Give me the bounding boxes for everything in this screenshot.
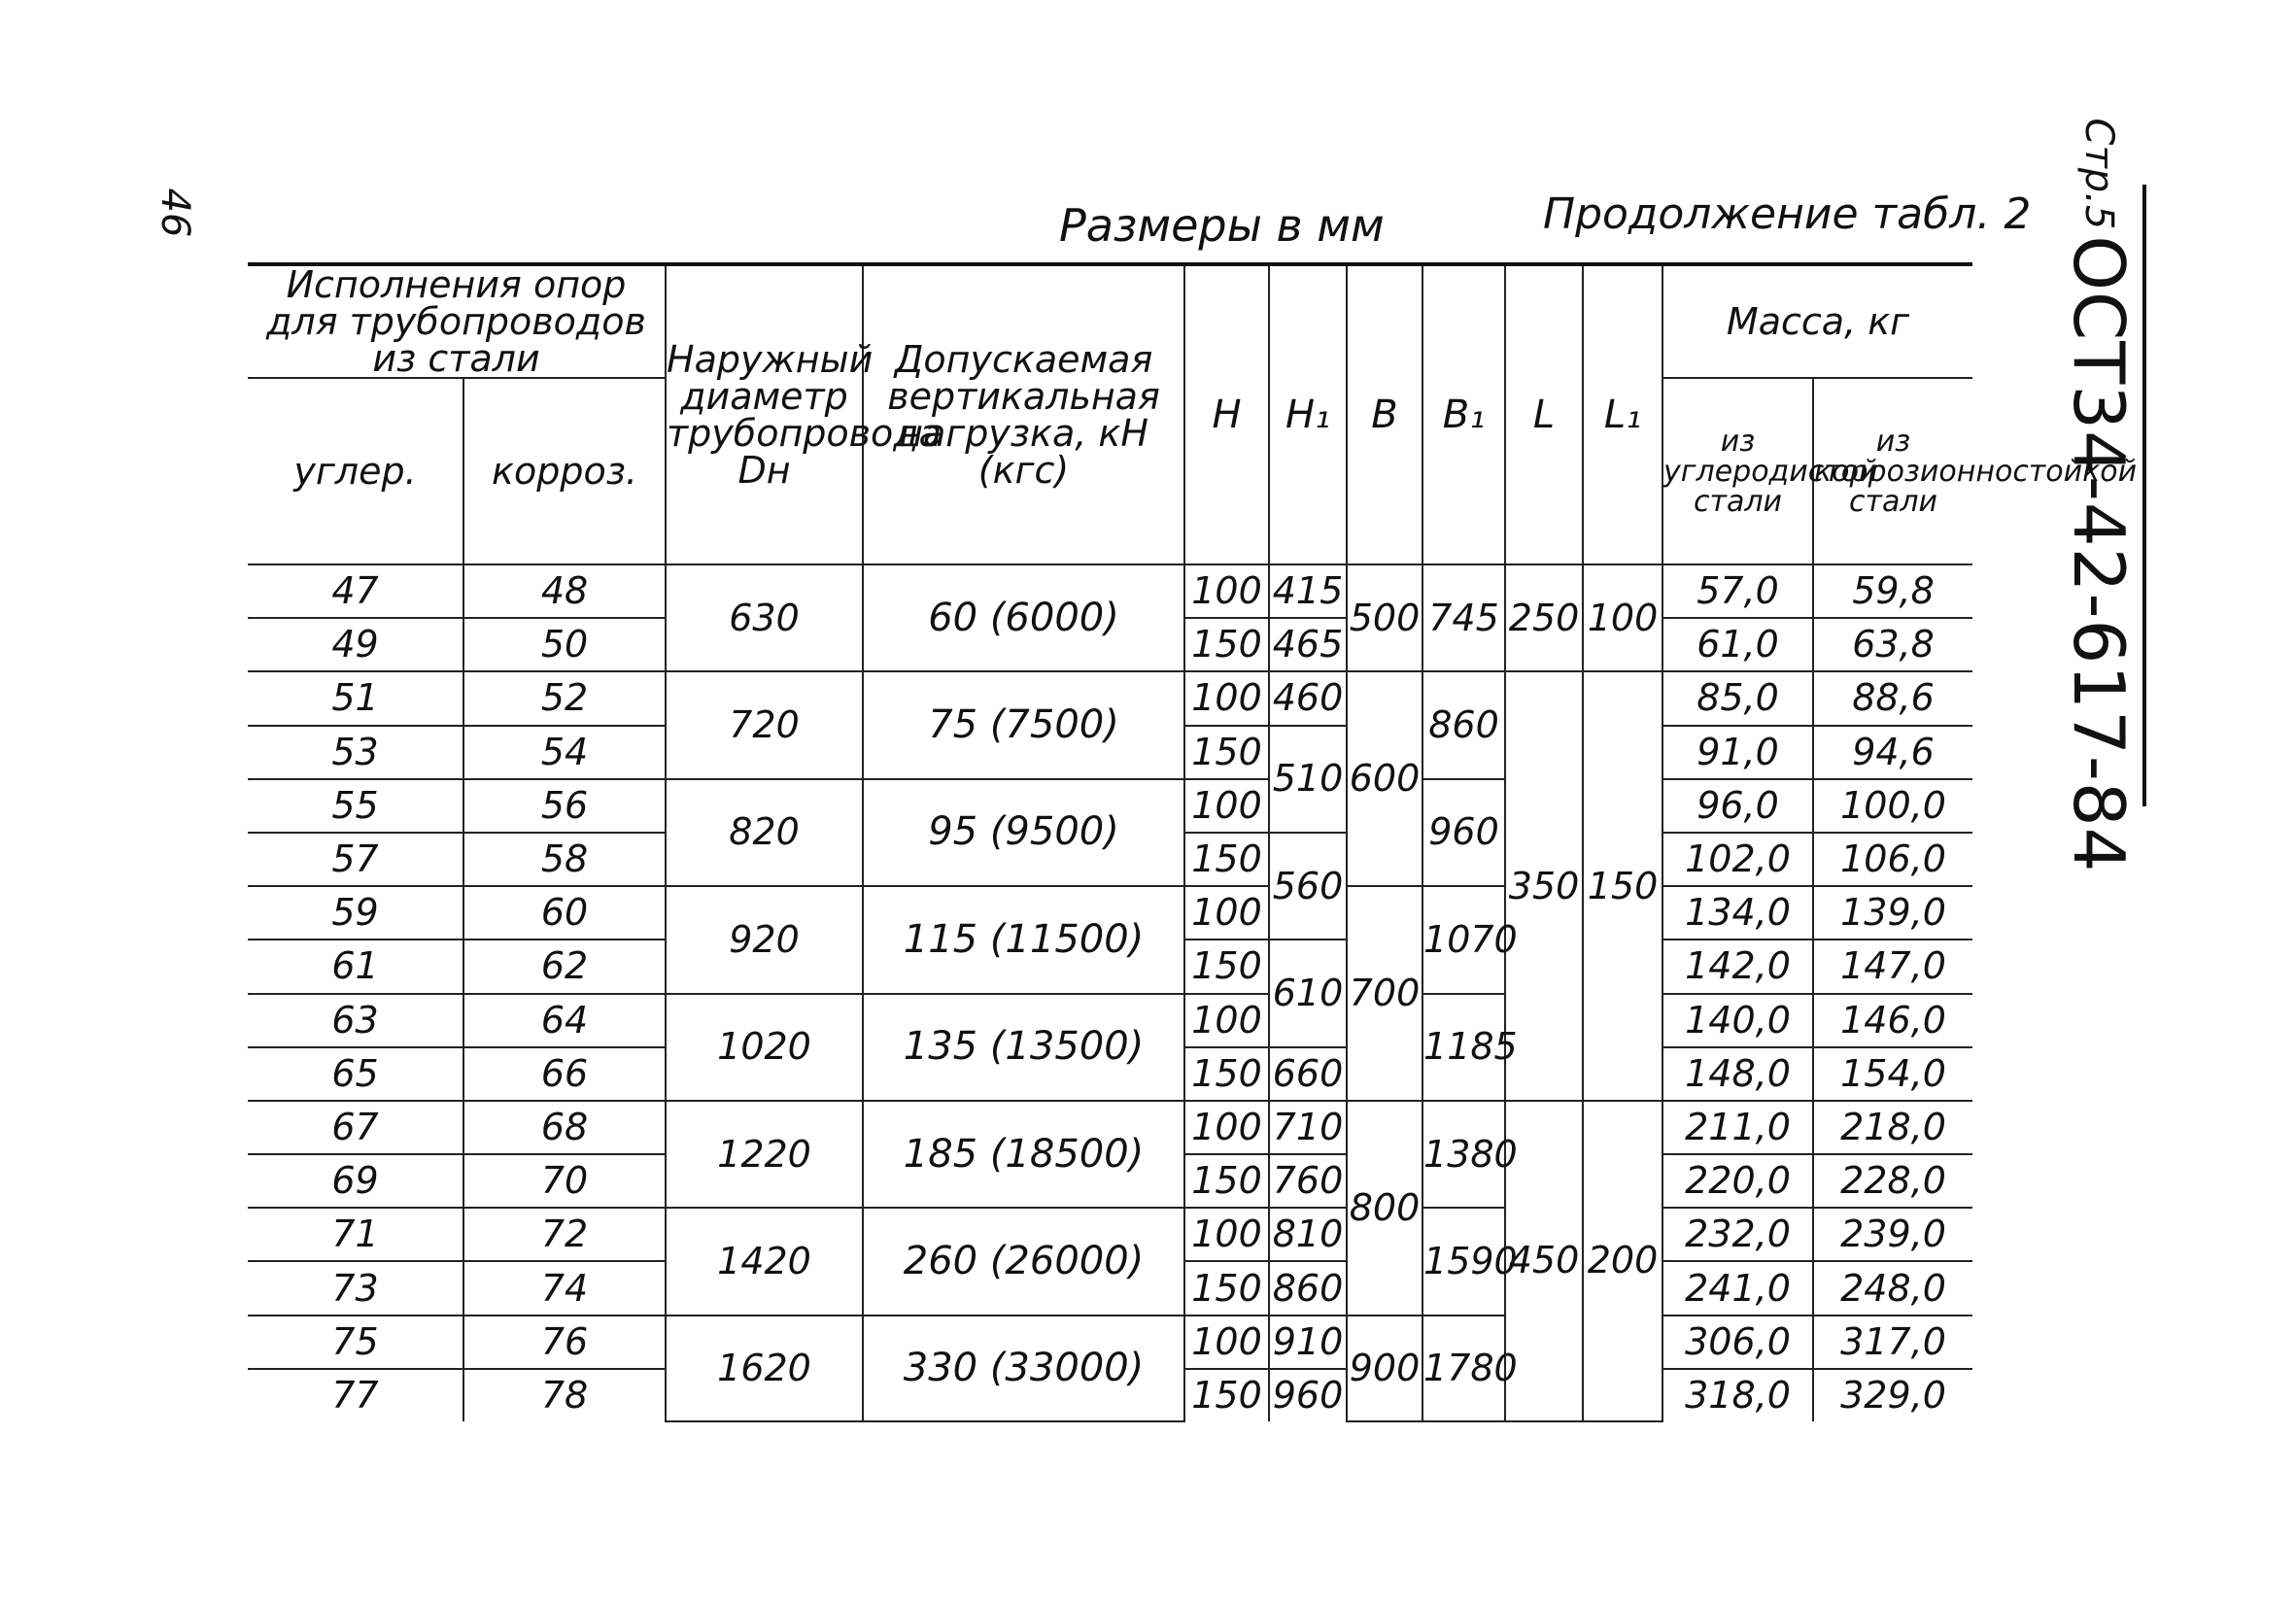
corrosion-version: 56 [463, 779, 666, 833]
mass-carbon: 220,0 [1662, 1154, 1813, 1208]
allowable-load: 135 (13500) [863, 994, 1184, 1101]
mass-corrosion: 94,6 [1813, 726, 1972, 779]
height-H: 150 [1184, 940, 1269, 993]
height-H: 100 [1184, 1208, 1269, 1261]
length-L1: 200 [1583, 1101, 1662, 1421]
mass-carbon: 85,0 [1662, 671, 1813, 725]
height-H1: 415 [1269, 564, 1347, 618]
mass-carbon: 211,0 [1662, 1101, 1813, 1154]
height-H: 150 [1184, 618, 1269, 671]
carbon-version: 77 [248, 1369, 463, 1421]
mass-corrosion: 139,0 [1813, 886, 1972, 940]
length-L: 250 [1505, 564, 1583, 671]
allowable-load: 260 (26000) [863, 1208, 1184, 1315]
corrosion-version: 58 [463, 833, 666, 886]
corrosion-version: 68 [463, 1101, 666, 1154]
width-B1: 1590 [1422, 1208, 1505, 1315]
height-H1: 710 [1269, 1101, 1347, 1154]
height-H: 100 [1184, 779, 1269, 833]
height-H: 150 [1184, 726, 1269, 779]
height-H: 150 [1184, 1369, 1269, 1421]
mass-corrosion: 154,0 [1813, 1047, 1972, 1101]
corrosion-version: 70 [463, 1154, 666, 1208]
dimensions-caption: Размеры в мм [1059, 199, 1385, 252]
mass-carbon: 102,0 [1662, 833, 1813, 886]
mass-corrosion: 146,0 [1813, 994, 1972, 1047]
table-continuation-caption: Продолжение табл. 2 [1543, 189, 2032, 239]
height-H1: 460 [1269, 671, 1347, 725]
mass-carbon: 148,0 [1662, 1047, 1813, 1101]
mass-carbon: 140,0 [1662, 994, 1813, 1047]
corrosion-version: 76 [463, 1316, 666, 1369]
header-H1: H₁ [1269, 264, 1347, 564]
height-H1: 560 [1269, 833, 1347, 940]
carbon-version: 59 [248, 886, 463, 940]
width-B1: 860 [1422, 671, 1505, 778]
header-allowable-load: Допускаемая вертикальная нагрузка, кН (кгс) [863, 264, 1184, 564]
mass-carbon: 96,0 [1662, 779, 1813, 833]
corrosion-version: 74 [463, 1261, 666, 1315]
allowable-load: 75 (7500) [863, 671, 1184, 778]
carbon-version: 61 [248, 940, 463, 993]
carbon-version: 73 [248, 1261, 463, 1315]
header-outer-diameter: Наружный диаметр трубопровода Dн [666, 264, 863, 564]
carbon-version: 71 [248, 1208, 463, 1261]
width-B: 900 [1347, 1316, 1422, 1421]
header-mass: Масса, кг [1662, 264, 1972, 378]
page-number: 46 [153, 188, 197, 238]
mass-carbon: 318,0 [1662, 1369, 1813, 1421]
corrosion-version: 78 [463, 1369, 666, 1421]
height-H: 150 [1184, 833, 1269, 886]
corrosion-version: 66 [463, 1047, 666, 1101]
outer-diameter: 1020 [666, 994, 863, 1101]
mass-carbon: 142,0 [1662, 940, 1813, 993]
mass-carbon: 241,0 [1662, 1261, 1813, 1315]
width-B1: 1380 [1422, 1101, 1505, 1208]
mass-corrosion: 106,0 [1813, 833, 1972, 886]
mass-carbon: 61,0 [1662, 618, 1813, 671]
length-L1: 100 [1583, 564, 1662, 671]
height-H: 100 [1184, 564, 1269, 618]
header-mass-carbon: из углеродистой стали [1662, 378, 1813, 564]
height-H1: 465 [1269, 618, 1347, 671]
mass-corrosion: 63,8 [1813, 618, 1972, 671]
length-L: 350 [1505, 671, 1583, 1101]
corrosion-version: 72 [463, 1208, 666, 1261]
header-corrosion: корроз. [463, 378, 666, 564]
carbon-version: 53 [248, 726, 463, 779]
corrosion-version: 54 [463, 726, 666, 779]
carbon-version: 75 [248, 1316, 463, 1369]
carbon-version: 67 [248, 1101, 463, 1154]
outer-diameter: 720 [666, 671, 863, 778]
length-L1: 150 [1583, 671, 1662, 1101]
height-H: 150 [1184, 1047, 1269, 1101]
corrosion-version: 50 [463, 618, 666, 671]
document-code-block [2055, 118, 2146, 873]
height-H1: 810 [1269, 1208, 1347, 1261]
allowable-load: 185 (18500) [863, 1101, 1184, 1208]
height-H: 100 [1184, 1101, 1269, 1154]
header-support-versions: Исполнения опор для трубопроводов из стали [248, 264, 666, 378]
outer-diameter: 1620 [666, 1316, 863, 1421]
mass-corrosion: 239,0 [1813, 1208, 1972, 1261]
mass-carbon: 91,0 [1662, 726, 1813, 779]
carbon-version: 65 [248, 1047, 463, 1101]
mass-carbon: 57,0 [1662, 564, 1813, 618]
height-H1: 860 [1269, 1261, 1347, 1315]
carbon-version: 63 [248, 994, 463, 1047]
corrosion-version: 48 [463, 564, 666, 618]
width-B1: 1780 [1422, 1316, 1505, 1421]
height-H: 150 [1184, 1261, 1269, 1315]
mass-corrosion: 248,0 [1813, 1261, 1972, 1315]
document-code: ОСТ34-42-617-84 [2058, 235, 2140, 873]
width-B: 700 [1347, 886, 1422, 1101]
mass-corrosion: 100,0 [1813, 779, 1972, 833]
mass-carbon: 134,0 [1662, 886, 1813, 940]
mass-corrosion: 329,0 [1813, 1369, 1972, 1421]
corrosion-version: 62 [463, 940, 666, 993]
mass-carbon: 306,0 [1662, 1316, 1813, 1369]
allowable-load: 330 (33000) [863, 1316, 1184, 1421]
mass-corrosion: 228,0 [1813, 1154, 1972, 1208]
height-H1: 910 [1269, 1316, 1347, 1369]
height-H1: 510 [1269, 726, 1347, 833]
height-H1: 660 [1269, 1047, 1347, 1101]
header-H: H [1184, 264, 1269, 564]
width-B1: 745 [1422, 564, 1505, 671]
outer-diameter: 1420 [666, 1208, 863, 1315]
header-L1: L₁ [1583, 264, 1662, 564]
width-B: 500 [1347, 564, 1422, 671]
allowable-load: 115 (11500) [863, 886, 1184, 993]
outer-diameter: 920 [666, 886, 863, 993]
mass-corrosion: 218,0 [1813, 1101, 1972, 1154]
carbon-version: 51 [248, 671, 463, 725]
height-H1: 960 [1269, 1369, 1347, 1421]
corrosion-version: 52 [463, 671, 666, 725]
width-B: 800 [1347, 1101, 1422, 1316]
mass-corrosion: 317,0 [1813, 1316, 1972, 1369]
width-B1: 1070 [1422, 886, 1505, 993]
outer-diameter: 630 [666, 564, 863, 671]
allowable-load: 60 (6000) [863, 564, 1184, 671]
carbon-version: 55 [248, 779, 463, 833]
height-H: 150 [1184, 1154, 1269, 1208]
height-H: 100 [1184, 886, 1269, 940]
carbon-version: 57 [248, 833, 463, 886]
corrosion-version: 60 [463, 886, 666, 940]
length-L: 450 [1505, 1101, 1583, 1421]
carbon-version: 69 [248, 1154, 463, 1208]
carbon-version: 49 [248, 618, 463, 671]
header-carbon: углер. [248, 378, 463, 564]
header-mass-corrosion: из коррозионностойкой стали [1813, 378, 1972, 564]
corrosion-version: 64 [463, 994, 666, 1047]
mass-carbon: 232,0 [1662, 1208, 1813, 1261]
height-H1: 760 [1269, 1154, 1347, 1208]
height-H: 100 [1184, 1316, 1269, 1369]
mass-corrosion: 59,8 [1813, 564, 1972, 618]
outer-diameter: 820 [666, 779, 863, 886]
height-H: 100 [1184, 671, 1269, 725]
document-page-ref: Стр.5 [2076, 118, 2121, 230]
header-B1: B₁ [1422, 264, 1505, 564]
outer-diameter: 1220 [666, 1101, 863, 1208]
width-B1: 960 [1422, 779, 1505, 886]
allowable-load: 95 (9500) [863, 779, 1184, 886]
width-B1: 1185 [1422, 994, 1505, 1101]
header-L: L [1505, 264, 1583, 564]
mass-corrosion: 147,0 [1813, 940, 1972, 993]
header-B: B [1347, 264, 1422, 564]
height-H1: 610 [1269, 940, 1347, 1046]
width-B: 600 [1347, 671, 1422, 886]
carbon-version: 47 [248, 564, 463, 618]
height-H: 100 [1184, 994, 1269, 1047]
mass-corrosion: 88,6 [1813, 671, 1972, 725]
